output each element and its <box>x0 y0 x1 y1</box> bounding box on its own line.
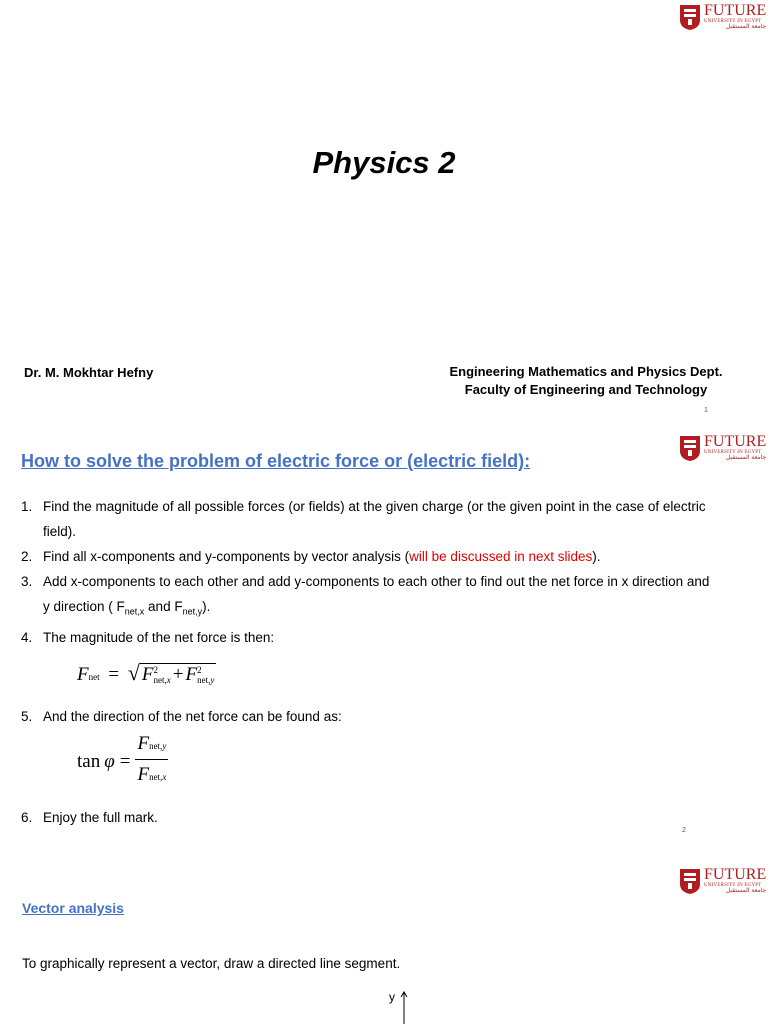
department-line: Engineering Mathematics and Physics Dept. <box>449 364 723 379</box>
steps-list <box>21 494 711 830</box>
author-name: Dr. M. Mokhtar Hefny <box>24 365 154 380</box>
shield-icon <box>679 434 701 462</box>
list-item: 4. The magnitude of the net force is then: <box>21 629 275 645</box>
university-logo <box>679 434 766 462</box>
logo-subtitle: UNIVERSITY IN EGYPT <box>704 883 762 888</box>
logo-subtitle: UNIVERSITY IN EGYPT <box>704 19 762 24</box>
list-item: 2. Find all x-components and y-components by vector analysis (will be discussed in next slides). <box>21 549 601 564</box>
list-item: 6. Enjoy the full mark. <box>21 809 158 825</box>
highlight-text: will be discussed in next slides <box>409 549 593 564</box>
vector-description: To graphically represent a vector, draw a directed line segment. <box>22 956 401 971</box>
logo-subtitle: UNIVERSITY IN EGYPT <box>704 450 762 455</box>
list-item: 5. And the direction of the net force can be found as: <box>21 708 342 724</box>
shield-icon <box>679 867 701 895</box>
department-info <box>400 363 768 399</box>
section-heading: How to solve the problem of electric force or (electric field): <box>21 451 531 471</box>
logo-arabic: جامعة المستقبل <box>725 23 767 30</box>
list-item: 1. Find the magnitude of all possible forces (or fields) at the given charge (or the given point in the case of electric field). <box>21 499 706 539</box>
equation-net-force: Fnet = √ F2 net,x + F2 net,y <box>77 659 215 686</box>
logo-arabic: جامعة المستقبل <box>725 454 767 461</box>
equation-direction: tan φ = Fnet,y Fnet,x <box>77 732 167 785</box>
logo-brand: FUTURE <box>704 866 767 883</box>
university-logo <box>679 867 766 895</box>
y-axis-arrow <box>398 990 410 1024</box>
logo-arabic: جامعة المستقبل <box>725 887 767 894</box>
slide-number: 2 <box>682 827 686 834</box>
vector-analysis-heading: Vector analysis <box>22 900 124 916</box>
list-item: 3. Add x-components to each other and add y-components to each other to find out the net force in x direction and y direction ( $F_{net,x}$ and $F_{net,y}$). <box>21 574 710 617</box>
shield-icon <box>679 3 701 31</box>
y-axis-label: y <box>389 990 395 1004</box>
logo-brand: FUTURE <box>704 2 767 19</box>
university-logo <box>679 3 766 31</box>
faculty-line: Faculty of Engineering and Technology <box>464 382 708 397</box>
page-title: Physics 2 <box>312 145 456 180</box>
slide-number: 1 <box>704 407 708 414</box>
logo-brand: FUTURE <box>704 433 767 450</box>
